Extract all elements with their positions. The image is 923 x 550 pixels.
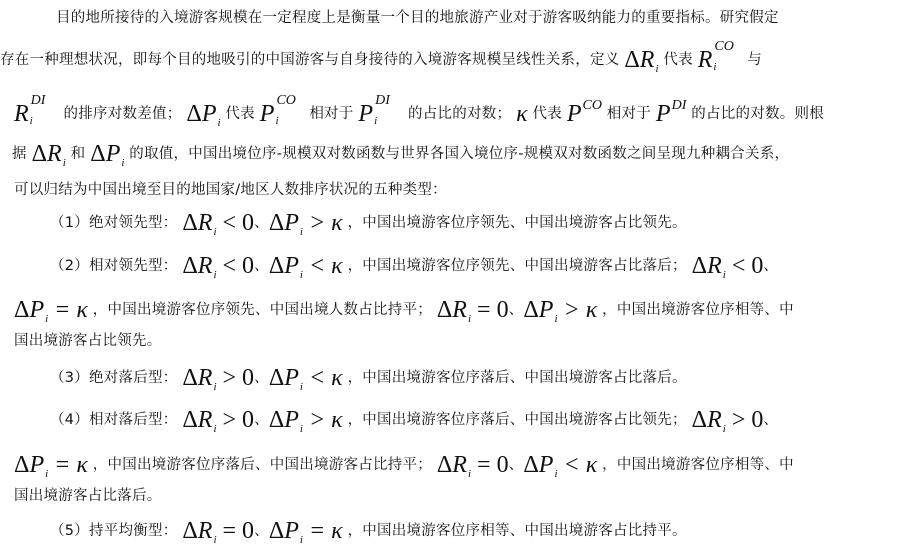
type-3-desc: ，中国出境游客位序落后、中国出境游客占比落后。 [347, 370, 687, 386]
text-values: 的取值，中国出境位序-规模双对数函数与世界各国入境位序-规模双对数函数之间呈现九种耦合关系， [129, 146, 790, 162]
type-4-cond-r-b: $\Delta R_i > 0$ [691, 407, 764, 435]
type-4-cond-p-b: $\Delta P_i = \kappa$ [14, 452, 88, 480]
type-2-cond-p-c: $\Delta P_i > \kappa$ [523, 297, 598, 325]
type-4-cond-r: $\Delta R_i > 0$ [182, 407, 255, 435]
type-5-label: （5）持平均衡型： [50, 523, 178, 539]
type-5-line: （5）持平均衡型： $\Delta R_i = 0$、$\Delta P_i = \kappa$ ，中国出境游客位序相等、中国出境游客占比持平。 [50, 518, 687, 546]
type-4-line-c [14, 486, 162, 506]
formula-delta-p-2: $\Delta P_i$ [90, 141, 125, 169]
type-2-cond-p-b: $\Delta P_i = \kappa$ [14, 297, 88, 325]
type-4-cond-r-c: $\Delta R_i = 0$ [436, 452, 509, 480]
type-1-line: （1）绝对领先型： $\Delta R_i < 0$、$\Delta P_i > \kappa$ ，中国出境游客位序领先、中国出境游客占比领先。 [50, 210, 687, 238]
formula-delta-r-2: $\Delta R_i$ [31, 141, 66, 169]
formula-delta-r: $\Delta R_i$ [624, 47, 659, 75]
text-represents-3: 代表 [532, 106, 562, 122]
text-represents-2: 代表 [225, 106, 255, 122]
paragraph-line-2 [0, 39, 763, 79]
type-2-desc-c: ，中国出境游客位序相等、中 [602, 302, 794, 318]
type-2-cond-r-b: $\Delta R_i < 0$ [691, 253, 764, 281]
type-2-cond-p: $\Delta P_i < \kappa$ [268, 253, 343, 281]
text-relative-to-2: 相对于 [606, 106, 652, 122]
paragraph-line-4 [12, 141, 790, 173]
intro-text-1: 目的地所接待的入境游客规模在一定程度上是衡量一个目的地旅游产业对于游客吸纳能力的重要指标。研究假定 [56, 10, 779, 26]
formula-r-co: R CO i [697, 39, 734, 73]
type-4-desc-a: ，中国出境游客位序落后、中国出境游客占比领先； [347, 412, 687, 428]
formula-p-co: $P^{CO}$ [566, 98, 602, 127]
type-1-cond-p: $\Delta P_i > \kappa$ [268, 210, 343, 238]
type-2-label: （2）相对领先型： [50, 258, 178, 274]
type-4-cond-p-c: $\Delta P_i < \kappa$ [523, 452, 598, 480]
type-2-desc-a: ，中国出境游客位序领先、中国出境游客占比落后； [347, 258, 687, 274]
text-and-2: 和 [70, 146, 86, 162]
text-represents: 代表 [663, 52, 693, 68]
type-3-cond-p: $\Delta P_i < \kappa$ [268, 365, 343, 393]
type-2-cond-r: $\Delta R_i < 0$ [182, 253, 255, 281]
type-5-cond-p: $\Delta P_i = \kappa$ [268, 518, 343, 546]
type-3-cond-r: $\Delta R_i > 0$ [182, 365, 255, 393]
type-2-line-b: $\Delta P_i = \kappa$ ，中国出境游客位序领先、中国出境人数占比持平； $\Delta R_i = 0$、$\Delta P_i > \kappa$ ，中国出境游客位序相等、中 [14, 297, 794, 325]
type-4-label: （4）相对落后型： [50, 412, 178, 428]
formula-r-di: R DI i [14, 93, 46, 127]
type-4-line-b: $\Delta P_i = \kappa$ ，中国出境游客位序落后、中国出境游客占比持平； $\Delta R_i = 0$、$\Delta P_i < \kappa$ ，中国出境游客位序相等、中 [14, 452, 794, 480]
type-1-desc: ，中国出境游客位序领先、中国出境游客占比领先。 [347, 215, 687, 231]
text-log-ratio: 的占比的对数； [407, 106, 512, 122]
paragraph-line-3 [14, 93, 824, 133]
type-3-line: （3）绝对落后型： $\Delta R_i > 0$、$\Delta P_i < \kappa$ ，中国出境游客位序落后、中国出境游客占比落后。 [50, 365, 687, 393]
type-1-label: （1）绝对领先型： [50, 215, 178, 231]
formula-p-co-i: P CO i [259, 93, 296, 127]
text-relative-to: 相对于 [309, 106, 354, 122]
type-2-cond-r-c: $\Delta R_i = 0$ [436, 297, 509, 325]
type-1-cond-r: $\Delta R_i < 0$ [182, 210, 255, 238]
text-according: 据 [12, 146, 27, 162]
type-4-desc-c: ，中国出境游客位序相等、中 [602, 457, 794, 473]
formula-kappa: κ [516, 101, 528, 127]
formula-delta-p: $\Delta P_i$ [186, 101, 221, 129]
type-4-desc-d: 国出境游客占比落后。 [14, 488, 162, 504]
text-rank-diff: 的排序对数差值； [63, 106, 182, 122]
type-4-line-a: （4）相对落后型： $\Delta R_i > 0$、$\Delta P_i > \kappa$ ，中国出境游客位序落后、中国出境游客占比领先； $\Delta R_i > 0$、 [50, 407, 779, 435]
type-4-cond-p: $\Delta P_i > \kappa$ [268, 407, 343, 435]
type-5-cond-r: $\Delta R_i = 0$ [182, 518, 255, 546]
paragraph-line-5 [14, 180, 447, 200]
text-and: 与 [747, 52, 763, 68]
type-2-desc-d: 国出境游客占比领先。 [14, 333, 162, 349]
type-4-desc-b: ，中国出境游客位序落后、中国出境游客占比持平； [92, 457, 432, 473]
formula-p-di: $P^{DI}$ [655, 98, 687, 127]
paragraph-line-1 [56, 8, 779, 28]
type-5-desc: ，中国出境游客位序相等、中国出境游客占比持平。 [347, 523, 687, 539]
formula-p-di-i: P DI i [358, 93, 390, 127]
type-3-label: （3）绝对落后型： [50, 370, 178, 386]
intro-text-2: 存在一种理想状况，即每个目的地吸引的中国游客与自身接待的入境游客规模呈线性关系，定义 [0, 52, 620, 68]
text-summary: 可以归结为中国出境至目的地国家/地区人数排序状况的五种类型： [14, 182, 447, 198]
type-2-desc-b: ，中国出境游客位序领先、中国出境人数占比持平； [92, 302, 432, 318]
text-log-ratio-2: 的占比的对数。则根 [691, 106, 824, 122]
type-2-line-a: （2）相对领先型： $\Delta R_i < 0$、$\Delta P_i < \kappa$ ，中国出境游客位序领先、中国出境游客占比落后； $\Delta R_i < 0$、 [50, 253, 779, 281]
type-2-line-c [14, 331, 162, 351]
